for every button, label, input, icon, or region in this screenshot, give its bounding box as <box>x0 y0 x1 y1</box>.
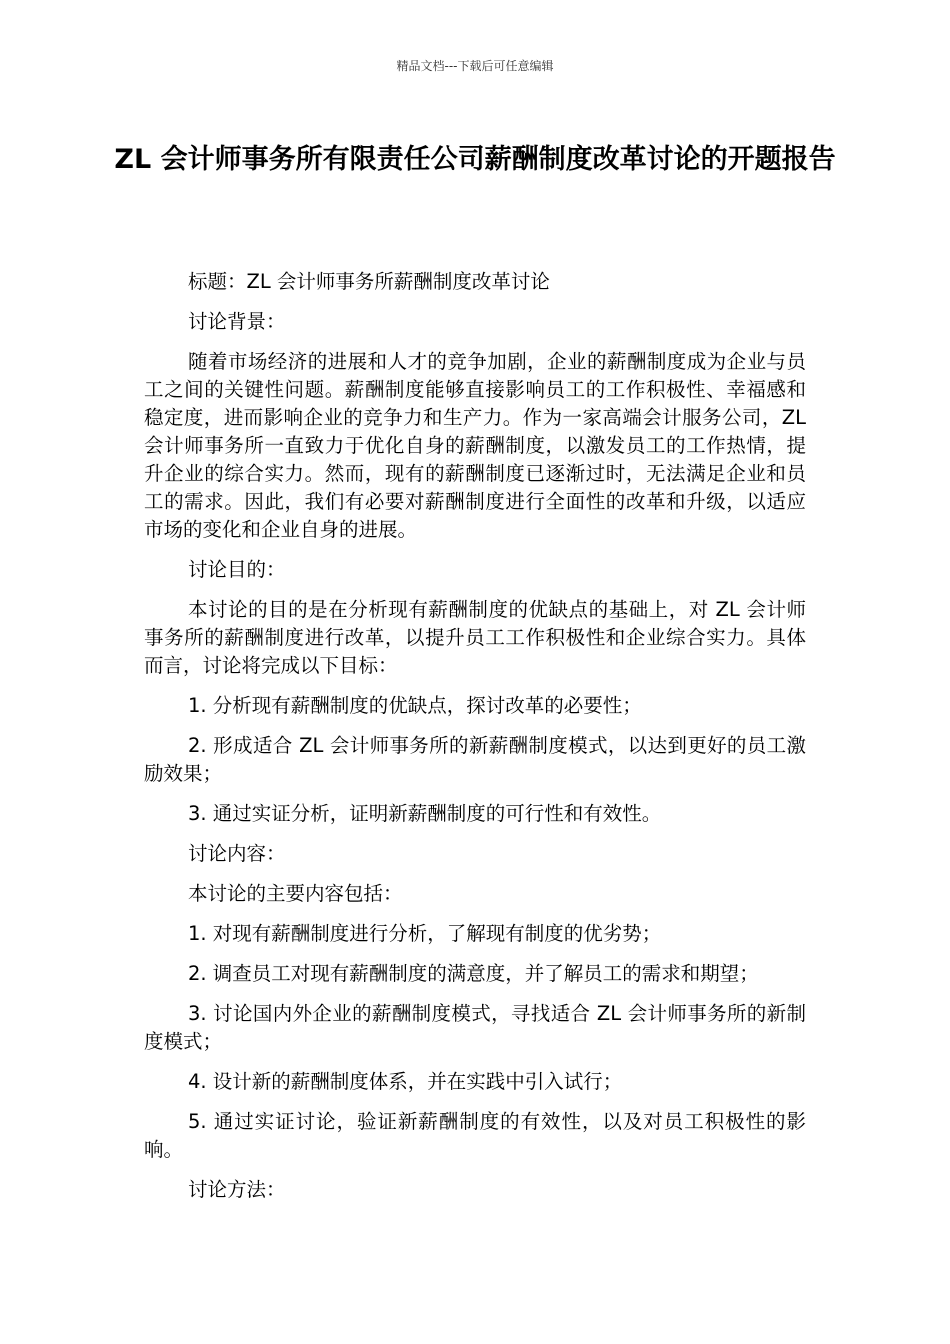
list-item-purpose-1: 1. 分析现有薪酬制度的优缺点，探讨改革的必要性； <box>188 694 642 717</box>
list-item-content-4: 4. 设计新的薪酬制度体系，并在实践中引入试行； <box>188 1070 623 1093</box>
heading-method: 讨论方法： <box>188 1178 286 1201</box>
list-item-purpose-2: 2. 形成适合 ZL 会计师事务所的新薪酬制度模式，以达到更好的员工激励效果； <box>144 734 806 785</box>
list-item-content-1: 1. 对现有薪酬制度进行分析，了解现有制度的优劣势； <box>188 922 662 945</box>
list-item-content-5: 5. 通过实证讨论，验证新薪酬制度的有效性，以及对员工积极性的影响。 <box>144 1110 806 1161</box>
list-item-content-3: 3. 讨论国内外企业的薪酬制度模式，寻找适合 ZL 会计师事务所的新制度模式； <box>144 1002 806 1053</box>
paragraph-title-line: 标题：ZL 会计师事务所薪酬制度改革讨论 <box>188 270 550 293</box>
document-title: ZL 会计师事务所有限责任公司薪酬制度改革讨论的开题报告 <box>114 144 836 175</box>
heading-content: 讨论内容： <box>188 842 286 865</box>
heading-purpose: 讨论目的： <box>188 558 286 581</box>
heading-background: 讨论背景： <box>188 310 286 333</box>
header-note: 精品文档---下载后可任意编辑 <box>396 59 554 73</box>
paragraph-purpose: 本讨论的目的是在分析现有薪酬制度的优缺点的基础上，对 ZL 会计师事务所的薪酬制度进行改革，以提升员工工作积极性和企业综合实力。具体而言，讨论将完成以下目标： <box>144 598 806 677</box>
list-item-content-2: 2. 调查员工对现有薪酬制度的满意度，并了解员工的需求和期望； <box>188 962 759 985</box>
list-item-purpose-3: 3. 通过实证分析，证明新薪酬制度的可行性和有效性。 <box>188 802 662 825</box>
document-body <box>144 268 806 1216</box>
paragraph-background: 随着市场经济的进展和人才的竞争加剧，企业的薪酬制度成为企业与员工之间的关键性问题。薪酬制度能够直接影响员工的工作积极性、幸福感和稳定度，进而影响企业的竞争力和生产力。作为一家高端会计服务公司，ZL 会计师事务所一直致力于优化自身的薪酬制度，以激发员工的工作热情，提升企业的综合实力。然而，现有的薪酬制度已逐渐过时，无法满足企业和员工的需求。因此，我们有必要对薪酬制度进行全面性的改革和升级，以适应市场的变化和企业自身的进展。 <box>144 350 806 541</box>
paragraph-content-intro: 本讨论的主要内容包括： <box>188 882 403 905</box>
